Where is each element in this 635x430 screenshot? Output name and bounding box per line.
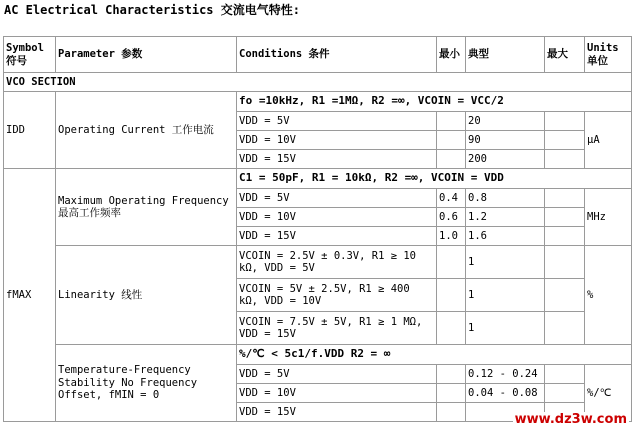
min-cell bbox=[437, 279, 466, 312]
typ-cell: 1 bbox=[466, 246, 545, 279]
condition-cell: %/℃ < 5c1/f.VDD R2 = ∞ bbox=[237, 345, 632, 365]
max-cell bbox=[545, 365, 585, 384]
cond-cell: VDD = 5V bbox=[237, 112, 437, 131]
unit-cell: %/℃ bbox=[585, 365, 632, 422]
max-cell bbox=[545, 208, 585, 227]
min-cell bbox=[437, 246, 466, 279]
min-cell bbox=[437, 112, 466, 131]
section-label: VCO SECTION bbox=[4, 73, 632, 92]
max-cell bbox=[545, 279, 585, 312]
typ-cell: 1.6 bbox=[466, 227, 545, 246]
min-cell bbox=[437, 131, 466, 150]
header-row bbox=[4, 37, 632, 73]
min-cell bbox=[437, 365, 466, 384]
ac-characteristics-table bbox=[3, 36, 632, 422]
max-cell bbox=[545, 131, 585, 150]
table-row bbox=[4, 92, 632, 112]
typ-cell: 90 bbox=[466, 131, 545, 150]
unit-cell: μA bbox=[585, 112, 632, 169]
cond-cell: VDD = 10V bbox=[237, 208, 437, 227]
parameter-cell: Operating Current 工作电流 bbox=[56, 92, 237, 169]
symbol-cell: fMAX bbox=[4, 169, 56, 422]
cond-cell: VDD = 10V bbox=[237, 384, 437, 403]
typ-cell: 1.2 bbox=[466, 208, 545, 227]
header-symbol: Symbol 符号 bbox=[4, 37, 56, 73]
unit-cell: MHz bbox=[585, 189, 632, 246]
header-max: 最大 bbox=[545, 37, 585, 73]
table-row bbox=[4, 345, 632, 365]
header-parameter: Parameter 参数 bbox=[56, 37, 237, 73]
cond-cell: VCOIN = 5V ± 2.5V, R1 ≥ 400 kΩ, VDD = 10V bbox=[237, 279, 437, 312]
cond-cell: VDD = 10V bbox=[237, 131, 437, 150]
cond-cell: VDD = 15V bbox=[237, 150, 437, 169]
min-cell: 0.6 bbox=[437, 208, 466, 227]
header-typ: 典型 bbox=[466, 37, 545, 73]
min-cell: 1.0 bbox=[437, 227, 466, 246]
page-title: AC Electrical Characteristics 交流电气特性: bbox=[4, 3, 300, 17]
parameter-cell: Maximum Operating Frequency 最高工作频率 bbox=[56, 169, 237, 246]
cond-cell: VDD = 15V bbox=[237, 227, 437, 246]
header-conditions: Conditions 条件 bbox=[237, 37, 437, 73]
parameter-cell: Temperature-Frequency Stability No Frequency Offset, fMIN = 0 bbox=[56, 345, 237, 422]
header-units: Units 单位 bbox=[585, 37, 632, 73]
cond-cell: VDD = 15V bbox=[237, 403, 437, 422]
typ-cell: 0.8 bbox=[466, 189, 545, 208]
max-cell bbox=[545, 150, 585, 169]
typ-cell: 20 bbox=[466, 112, 545, 131]
parameter-cell: Linearity 线性 bbox=[56, 246, 237, 345]
cond-cell: VDD = 5V bbox=[237, 189, 437, 208]
section-row bbox=[4, 73, 632, 92]
cond-cell: VCOIN = 2.5V ± 0.3V, R1 ≥ 10 kΩ, VDD = 5V bbox=[237, 246, 437, 279]
typ-cell: 1 bbox=[466, 279, 545, 312]
typ-cell: 0.04 - 0.08 bbox=[466, 384, 545, 403]
typ-cell: 200 bbox=[466, 150, 545, 169]
max-cell bbox=[545, 189, 585, 208]
max-cell bbox=[545, 112, 585, 131]
symbol-cell: IDD bbox=[4, 92, 56, 169]
condition-cell: C1 = 50pF, R1 = 10kΩ, R2 =∞, VCOIN = VDD bbox=[237, 169, 632, 189]
min-cell bbox=[437, 403, 466, 422]
min-cell: 0.4 bbox=[437, 189, 466, 208]
min-cell bbox=[437, 384, 466, 403]
unit-cell: % bbox=[585, 246, 632, 345]
table-row bbox=[4, 246, 632, 279]
header-min: 最小 bbox=[437, 37, 466, 73]
condition-cell: fo =10kHz, R1 =1MΩ, R2 =∞, VCOIN = VCC/2 bbox=[237, 92, 632, 112]
max-cell bbox=[545, 384, 585, 403]
typ-cell: 1 bbox=[466, 312, 545, 345]
typ-cell: 0.12 - 0.24 bbox=[466, 365, 545, 384]
watermark: www.dz3w.com bbox=[514, 412, 627, 427]
min-cell bbox=[437, 150, 466, 169]
cond-cell: VDD = 5V bbox=[237, 365, 437, 384]
cond-cell: VCOIN = 7.5V ± 5V, R1 ≥ 1 MΩ, VDD = 15V bbox=[237, 312, 437, 345]
min-cell bbox=[437, 312, 466, 345]
table-row bbox=[4, 169, 632, 189]
max-cell bbox=[545, 312, 585, 345]
max-cell bbox=[545, 246, 585, 279]
max-cell bbox=[545, 227, 585, 246]
